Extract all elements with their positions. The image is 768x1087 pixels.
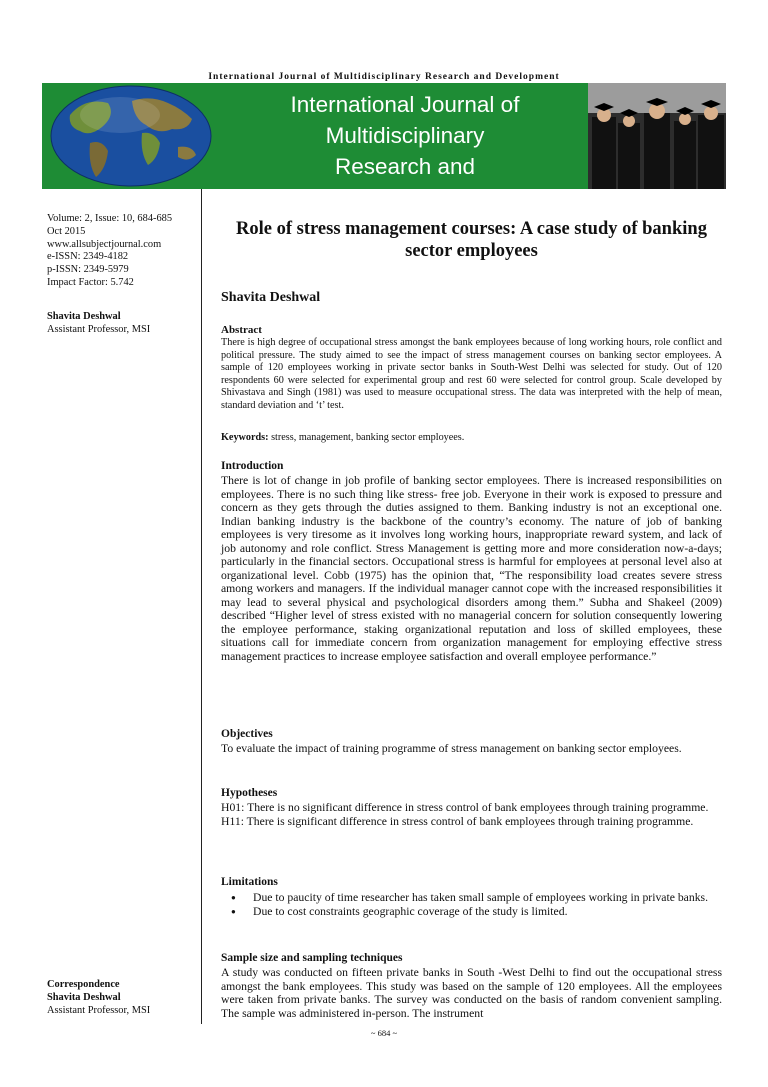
abstract-heading: Abstract: [221, 324, 262, 336]
article-meta: [47, 213, 172, 290]
correspondence: [47, 979, 150, 1017]
hypotheses-text: [221, 801, 722, 828]
objectives-heading: Objectives: [221, 728, 273, 740]
hypotheses-heading: Hypotheses: [221, 787, 278, 799]
list-item: ● Due to cost constraints geographic coverage of the study is limited.: [231, 905, 722, 919]
graduates-image: [588, 83, 726, 189]
article-title: Role of stress management courses: A case study of banking sector employees: [236, 219, 707, 261]
pissn: p-ISSN: 2349-5979: [47, 264, 129, 276]
journal-header: International Journal of Multidisciplinary Research and Development: [208, 72, 560, 82]
introduction-text: There is lot of change in job profile of banking sector employees. There is increased responsibilities on employees. There is no such thing like stress- free job. Everyone in their work is exposed to pressure and concern as they gets through the duties assigned to them. Banking industry is not an exceptional one. Indian banking industry is the backbone of the country’s economy. The nature of job of banking employees is very tiresome as it involves long working hours, inappropriate reward system, and lack of job autonomy and role conflict. Stress Management is getting more and more consideration now-a-days; particularly in the financial sectors. Occupational stress is harmful for employees at personal level also at organizational level. Cobb (1975) has the opinion that, “The responsibility load creates severe stress among workers and managers. If the individual manager cannot cope with the increased responsibilities it may lead to several physical and psychological disorders among them.” Subha and Shakeel (2009) described “Higher level of stress existed with no managerial concern for solution consequently lowering the employee performance, staking organizational reputation and loss of skilled employees, these situations call for immediate concern from organization management for employing effective stress management practices to increase employee satisfaction and overall employee performance.”: [221, 474, 722, 663]
hypothesis-h11: H11: There is significant difference in stress control of bank employees through training programme.: [221, 814, 694, 828]
article-author: Shavita Deshwal: [221, 290, 321, 305]
journal-banner: [42, 83, 726, 210]
list-item: ● Due to paucity of time researcher has taken small sample of employees working in private banks.: [231, 891, 722, 905]
objectives-text: To evaluate the impact of training programme of stress management on banking sector employees.: [221, 742, 682, 755]
abstract-text: There is high degree of occupational stress amongst the bank employees because of long working hours, role conflict and political pressure. The study aimed to see the impact of stress management courses on banking sector employees. A sample of 120 employees working in private sector banks in South-West Delhi was selected for study. Out of 120 respondents 60 were selected for experimental group and rest 60 were selected for control group. Scale developed by Shivastava and Singh (1981) was used to measure occupational stress. The data was interpreted with the help of mean, standard deviation and ‘t’ test.: [221, 337, 722, 411]
hypothesis-h01: H01: There is no significant difference in stress control of bank employees through training programme.: [221, 801, 709, 814]
page-number: ~ 684 ~: [370, 1028, 398, 1038]
introduction-heading: Introduction: [221, 460, 284, 472]
limitations-heading: Limitations: [221, 876, 278, 888]
keywords-text: stress, management, banking sector employees.: [271, 432, 465, 443]
sample-heading: Sample size and sampling techniques: [221, 952, 403, 964]
globe-image: [50, 85, 212, 187]
keywords-label: Keywords:: [221, 432, 269, 443]
keywords: [221, 432, 722, 443]
banner-line-3: Research and Development: [334, 154, 476, 210]
journal-website[interactable]: www.allsubjectjournal.com: [47, 238, 162, 250]
limitations-list: [221, 891, 722, 918]
sample-text: A study was conducted on fifteen private banks in South -West Delhi to find out the occupational stress amongst the bank employees. This study was based on the sample of 120 employees. All the employees were taken from private banks. The survey was conducted on the basis of random convenient sampling. The sample was administered in-person. The instrument: [221, 966, 722, 1020]
correspondence-affiliation: Assistant Professor, MSI: [47, 1004, 151, 1016]
volume-info: Volume: 2, Issue: 10, 684-685: [47, 213, 173, 224]
impact-factor: Impact Factor: 5.742: [47, 276, 134, 288]
banner-line-1: International Journal of: [290, 92, 520, 117]
sidebar-author: [47, 311, 150, 337]
eissn: e-ISSN: 2349-4182: [47, 251, 129, 263]
sidebar-author-name: Shavita Deshwal: [47, 311, 121, 322]
issue-date: Oct 2015: [47, 225, 86, 237]
sidebar-author-affiliation: Assistant Professor, MSI: [47, 323, 151, 335]
correspondence-label: Correspondence: [47, 979, 120, 990]
column-divider: [201, 189, 202, 1024]
banner-title: [274, 89, 536, 213]
banner-line-2: Multidisciplinary: [325, 123, 485, 148]
correspondence-name: Shavita Deshwal: [47, 991, 121, 1003]
